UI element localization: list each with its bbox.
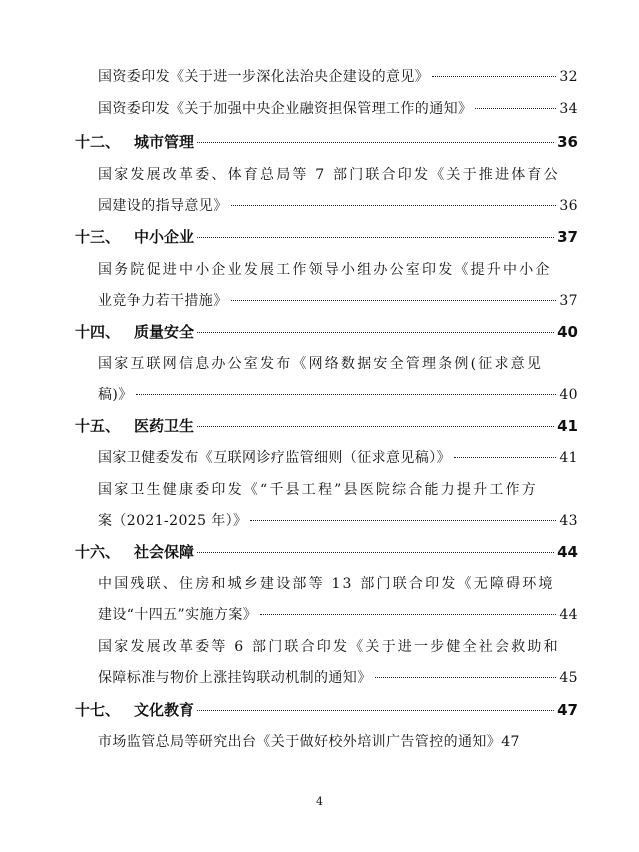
toc-page-number: 40: [559, 387, 578, 403]
toc-leader-dots: [475, 108, 556, 109]
toc-leader-dots: [136, 394, 557, 395]
toc-section-13[interactable]: [75, 226, 578, 247]
toc-entry-37[interactable]: [98, 290, 578, 310]
toc-leader-dots: [250, 520, 556, 521]
toc-page-number: 43: [559, 513, 578, 529]
toc-entry-text: 园建设的指导意见》: [98, 198, 228, 214]
toc-entry-36[interactable]: [98, 195, 578, 215]
toc-entry-34[interactable]: [98, 98, 578, 118]
toc-section-title: 社会保障: [134, 543, 195, 561]
toc-page-number: 45: [559, 670, 578, 686]
toc-section-number: 十七、: [75, 701, 121, 719]
toc-page-number: 41: [557, 417, 578, 435]
toc-entry-text: 稿)》: [98, 387, 133, 403]
page-number: 4: [316, 795, 323, 808]
toc-leader-dots: [197, 552, 554, 553]
toc-section-number: 十二、: [75, 133, 121, 151]
toc-entry-text: 业竞争力若干措施》: [98, 293, 228, 309]
toc-leader-dots: [197, 332, 554, 333]
toc-page-number: 44: [559, 607, 578, 623]
toc-page-number: 47: [557, 701, 578, 719]
toc-entry-text: 国资委印发《关于进一步深化法治央企建设的意见》: [98, 69, 430, 85]
toc-entry-47[interactable]: [98, 731, 588, 751]
toc-page-number: 44: [557, 543, 578, 561]
toc-section-title: 中小企业: [134, 228, 195, 246]
toc-leader-dots: [197, 237, 554, 238]
toc-entry-40-line1[interactable]: 国家互联网信息办公室发布《网络数据安全管理条例(征求意见: [98, 356, 544, 372]
toc-page-number: 41: [559, 450, 578, 466]
toc-leader-dots: [454, 457, 556, 458]
toc-page-number: 32: [559, 69, 578, 85]
toc-leader-dots: [231, 205, 557, 206]
toc-entry-text: 建设“十四五”实施方案》: [98, 607, 258, 623]
toc-section-number: 十四、: [75, 323, 121, 341]
toc-leader-dots: [231, 300, 557, 301]
toc-page-number: 34: [559, 101, 578, 117]
toc-entry-44[interactable]: [98, 604, 578, 624]
toc-leader-dots: [260, 614, 556, 615]
toc-entry-45[interactable]: [98, 667, 578, 687]
toc-leader-dots: [197, 142, 554, 143]
toc-section-17[interactable]: [75, 699, 578, 720]
toc-entry-45-line1[interactable]: 国家发展改革委等 6 部门联合印发《关于进一步健全社会救助和: [98, 639, 560, 655]
toc-page-number: 40: [557, 323, 578, 341]
toc-entry-41[interactable]: [98, 447, 578, 467]
toc-entry-44-line1[interactable]: 中国残联、住房和城乡建设部等 13 部门联合印发《无障碍环境: [98, 576, 555, 592]
toc-page-number: 37: [557, 228, 578, 246]
toc-entry-text: 保障标准与物价上涨挂钩联动机制的通知》: [98, 670, 372, 686]
toc-section-15[interactable]: [75, 415, 578, 436]
toc-leader-dots: [197, 426, 554, 427]
toc-section-title: 质量安全: [134, 323, 195, 341]
toc-leader-dots: [197, 710, 554, 711]
toc-entry-36-line1[interactable]: 国家发展改革委、体育总局等 7 部门联合印发《关于推进体育公: [98, 167, 560, 183]
toc-page-number: 36: [559, 198, 578, 214]
toc-section-title: 医药卫生: [134, 417, 195, 435]
toc-section-heading: [75, 415, 194, 436]
toc-section-14[interactable]: [75, 321, 578, 342]
toc-section-heading: [75, 131, 194, 152]
toc-section-heading: [75, 226, 194, 247]
toc-entry-43[interactable]: [98, 510, 578, 530]
toc-section-heading: [75, 321, 194, 342]
toc-section-heading: [75, 541, 194, 562]
toc-section-number: 十五、: [75, 417, 121, 435]
toc-section-12[interactable]: [75, 131, 578, 152]
toc-entry-text: 国资委印发《关于加强中央企业融资担保管理工作的通知》: [98, 101, 473, 117]
toc-section-heading: [75, 699, 194, 720]
toc-page-number: 37: [559, 293, 578, 309]
toc-section-title: 城市管理: [134, 133, 195, 151]
toc-entry-43-line1[interactable]: 国家卫生健康委印发《“千县工程”县医院综合能力提升工作方: [98, 482, 538, 498]
toc-section-number: 十三、: [75, 228, 121, 246]
toc-leader-dots: [375, 677, 557, 678]
toc-leader-dots: [432, 76, 556, 77]
toc-entry-37-line1[interactable]: 国务院促进中小企业发展工作领导小组办公室印发《提升中小企: [98, 262, 552, 278]
toc-section-16[interactable]: [75, 541, 578, 562]
toc-section-number: 十六、: [75, 543, 121, 561]
toc-page-number: 47: [501, 734, 520, 750]
toc-section-title: 文化教育: [134, 701, 195, 719]
toc-entry-32[interactable]: [98, 66, 578, 86]
toc-page-number: 36: [557, 133, 578, 151]
toc-entry-40[interactable]: [98, 384, 578, 404]
toc-entry-text: 市场监管总局等研究出台《关于做好校外培训广告管控的通知》: [98, 734, 502, 750]
toc-entry-text: 国家卫健委发布《互联网诊疗监管细则（征求意见稿）》: [98, 450, 451, 466]
toc-entry-text: 案（2021-2025 年）》: [98, 513, 248, 529]
